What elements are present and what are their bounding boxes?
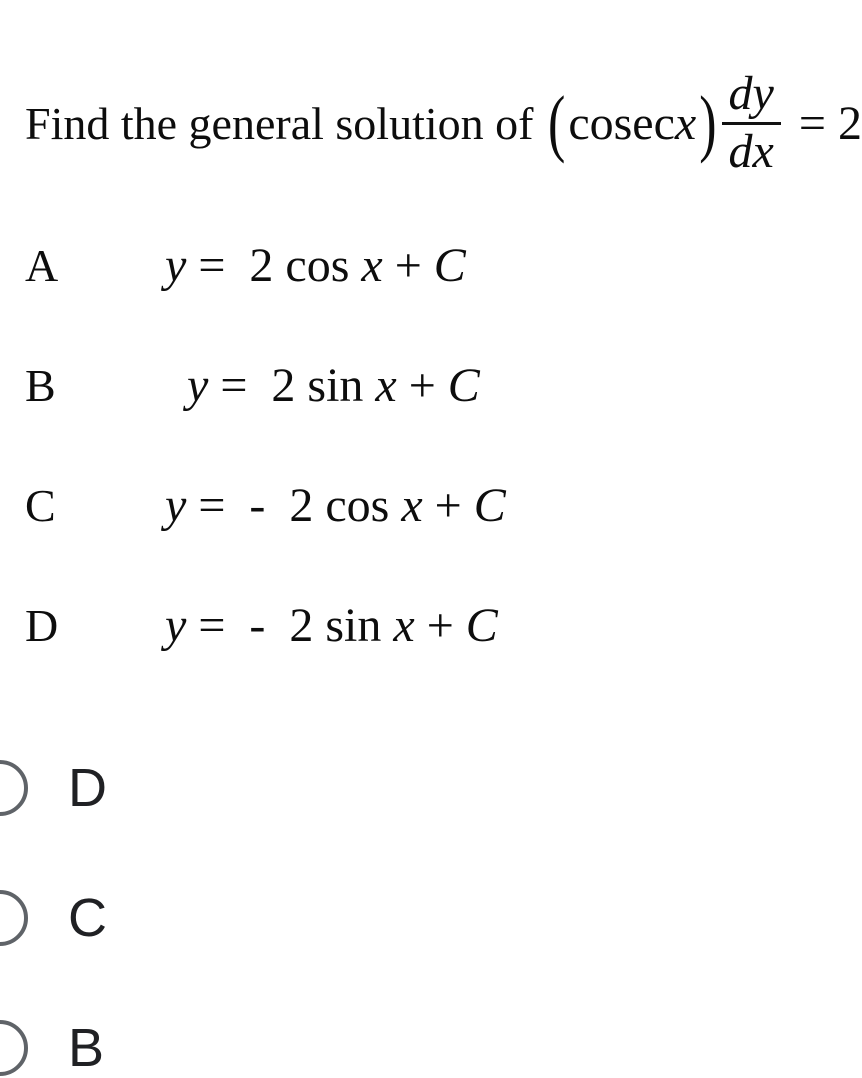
eq-x: x (361, 239, 383, 292)
eq-x: x (375, 359, 397, 412)
eq-plus: + (414, 599, 466, 652)
eq-x: x (393, 599, 415, 652)
radio-button-icon[interactable] (0, 760, 28, 816)
eq-x: x (401, 479, 423, 532)
option-row-c (25, 478, 506, 533)
eq-plus: + (422, 479, 474, 532)
question-prefix-text: Find the general solution of (25, 97, 545, 149)
eq-body: 2 cos (289, 479, 402, 532)
option-row-d (25, 598, 498, 653)
eq-body: 2 cos (249, 239, 362, 292)
option-c-equation (165, 478, 506, 533)
fraction-denominator: dx (728, 125, 774, 178)
answer-choice-d[interactable] (0, 760, 107, 816)
answer-choice-b-label[interactable]: B (68, 1018, 105, 1078)
function-variable: x (674, 96, 697, 150)
eq-equals: = (208, 359, 272, 412)
eq-body: 2 sin (271, 359, 376, 412)
eq-plus: + (396, 359, 448, 412)
question-title (25, 58, 862, 188)
open-paren: ( (547, 81, 566, 165)
eq-constant: C (433, 239, 466, 292)
option-a-equation (165, 238, 466, 293)
eq-constant: C (473, 479, 506, 532)
answer-choice-b[interactable] (0, 1020, 104, 1076)
option-b-equation (187, 358, 480, 413)
eq-equals: = (186, 599, 250, 652)
option-a-label: A (25, 240, 59, 291)
eq-constant: C (465, 599, 498, 652)
answer-choice-d-label[interactable]: D (68, 758, 107, 818)
eq-y: y (165, 599, 187, 652)
answer-choice-c[interactable] (0, 890, 107, 946)
eq-sign: - (249, 479, 290, 532)
equals-sign: = (786, 96, 838, 150)
fraction-numerator: dy (722, 69, 781, 125)
option-b-label: B (25, 360, 56, 411)
answer-choice-c-label[interactable]: C (68, 888, 107, 948)
eq-sign: - (249, 599, 290, 652)
eq-equals: = (186, 479, 250, 532)
option-c-label: C (25, 480, 56, 531)
function-name: cosec (568, 96, 675, 150)
eq-equals: = (186, 239, 250, 292)
eq-y: y (187, 359, 209, 412)
option-row-a (25, 238, 466, 293)
option-d-equation (165, 598, 498, 653)
equation-rhs: 2 (837, 96, 862, 150)
radio-button-icon[interactable] (0, 1020, 28, 1076)
option-d-label: D (25, 600, 59, 651)
option-row-b (25, 358, 480, 413)
close-paren: ) (699, 81, 717, 165)
eq-y: y (165, 239, 187, 292)
eq-y: y (165, 479, 187, 532)
derivative-fraction (722, 66, 781, 178)
eq-constant: C (447, 359, 480, 412)
eq-body: 2 sin (289, 599, 394, 652)
radio-button-icon[interactable] (0, 890, 28, 946)
eq-plus: + (382, 239, 434, 292)
